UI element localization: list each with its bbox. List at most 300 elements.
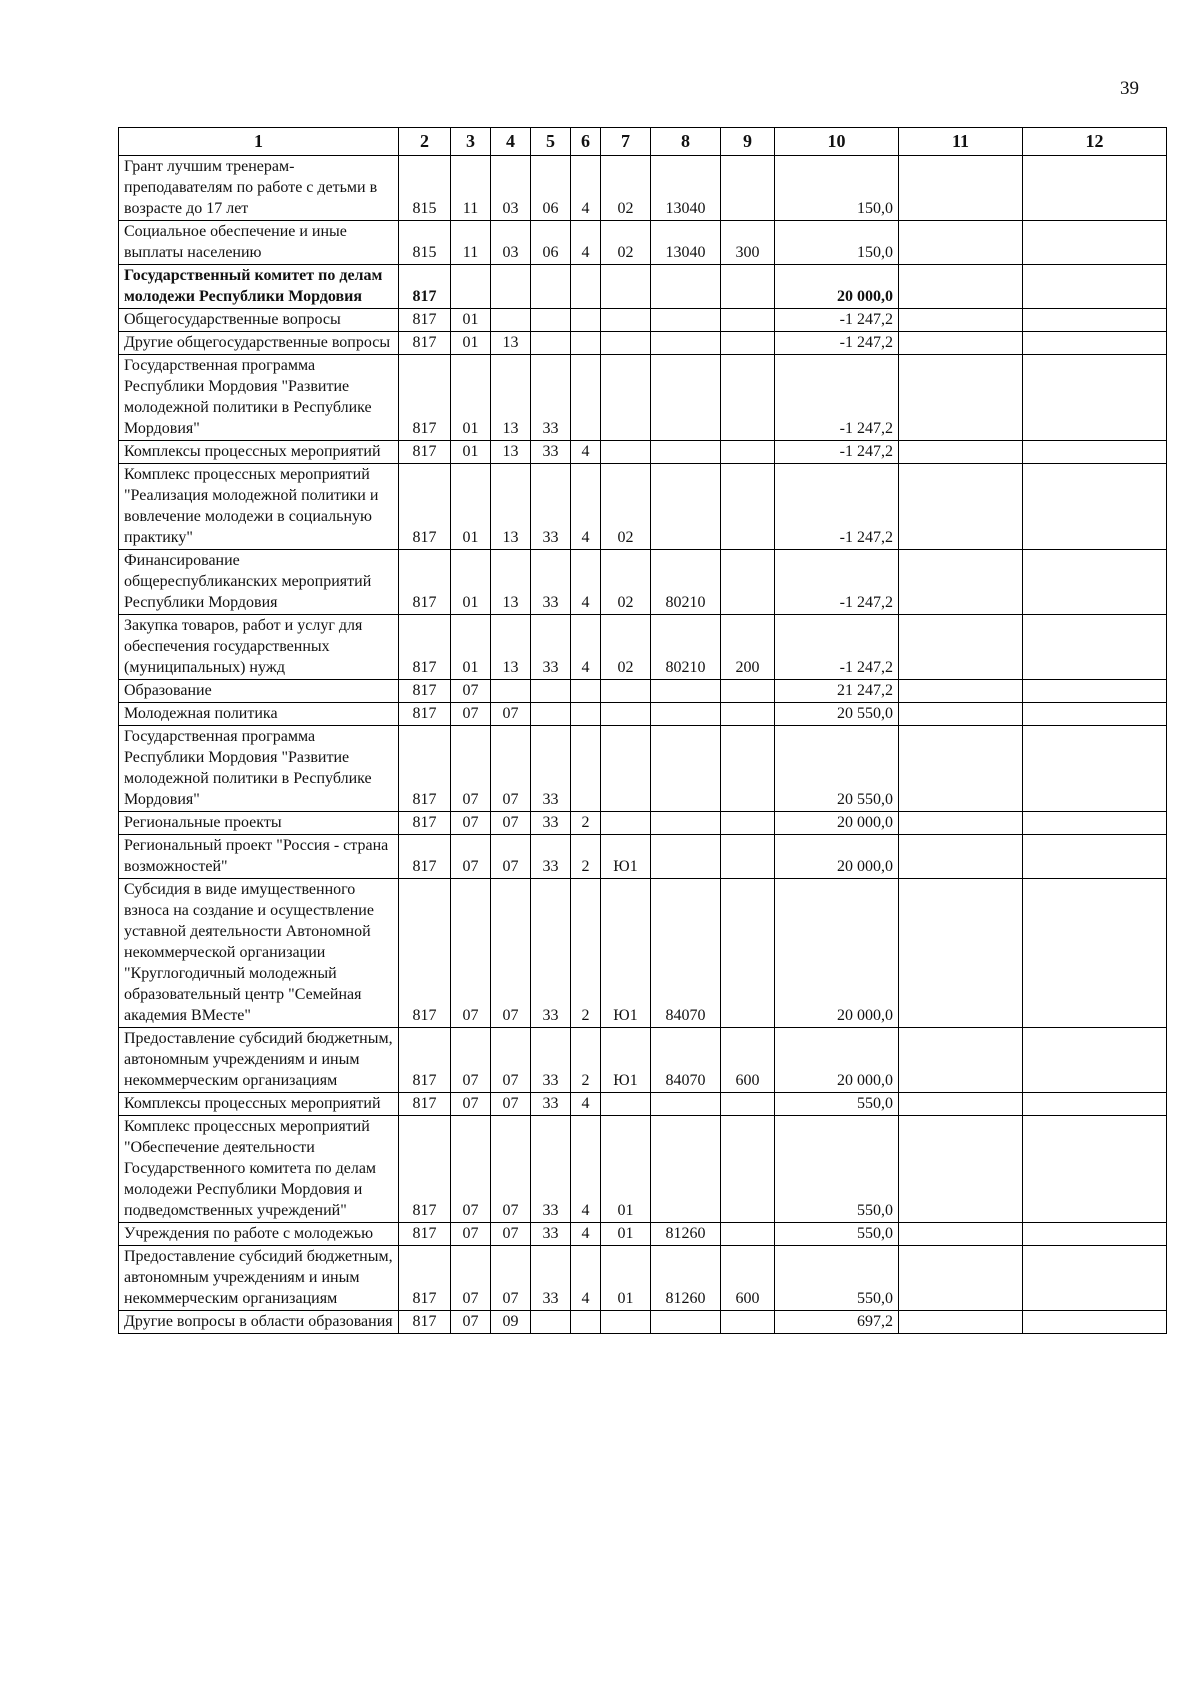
code-program-cell: 33 <box>531 879 571 1028</box>
amount-cell: -1 247,2 <box>775 355 899 441</box>
code-subprogram-cell <box>571 309 601 332</box>
table-row <box>119 441 1167 464</box>
code-direction-cell <box>651 464 721 550</box>
code-subsection-cell <box>491 309 531 332</box>
column-header: 10 <box>775 128 899 156</box>
code-direction-cell <box>651 309 721 332</box>
code-event-cell <box>601 680 651 703</box>
code-program-cell: 33 <box>531 812 571 835</box>
amount-col11-cell <box>899 879 1023 1028</box>
row-name-cell: Молодежная политика <box>119 703 399 726</box>
code-event-cell: 02 <box>601 464 651 550</box>
code-admin-cell: 817 <box>399 703 451 726</box>
code-subprogram-cell <box>571 680 601 703</box>
code-program-cell: 33 <box>531 1093 571 1116</box>
code-subprogram-cell: 4 <box>571 1093 601 1116</box>
code-expense-type-cell <box>721 812 775 835</box>
code-expense-type-cell <box>721 1116 775 1223</box>
amount-cell: 20 550,0 <box>775 726 899 812</box>
code-expense-type-cell <box>721 355 775 441</box>
amount-cell: -1 247,2 <box>775 615 899 680</box>
code-subprogram-cell <box>571 355 601 441</box>
row-name-cell: Образование <box>119 680 399 703</box>
code-expense-type-cell <box>721 1223 775 1246</box>
table-row <box>119 1093 1167 1116</box>
code-program-cell <box>531 309 571 332</box>
column-header: 1 <box>119 128 399 156</box>
amount-cell: -1 247,2 <box>775 441 899 464</box>
code-event-cell: 02 <box>601 221 651 265</box>
code-section-cell: 07 <box>451 1116 491 1223</box>
code-event-cell: 02 <box>601 156 651 221</box>
code-expense-type-cell: 300 <box>721 221 775 265</box>
code-admin-cell: 817 <box>399 680 451 703</box>
code-subprogram-cell: 2 <box>571 835 601 879</box>
code-direction-cell <box>651 680 721 703</box>
row-name-cell: Комплекс процессных мероприятий "Реализация молодежной политики и вовлечение молодежи в социальную практику" <box>119 464 399 550</box>
row-name-cell: Закупка товаров, работ и услуг для обеспечения государственных (муниципальных) нужд <box>119 615 399 680</box>
code-program-cell: 33 <box>531 355 571 441</box>
code-program-cell: 33 <box>531 1028 571 1093</box>
table-row <box>119 879 1167 1028</box>
amount-col11-cell <box>899 1311 1023 1334</box>
code-program-cell: 33 <box>531 1223 571 1246</box>
code-admin-cell: 817 <box>399 441 451 464</box>
code-admin-cell: 817 <box>399 1246 451 1311</box>
code-section-cell: 07 <box>451 726 491 812</box>
code-direction-cell <box>651 812 721 835</box>
code-direction-cell <box>651 265 721 309</box>
amount-cell: 550,0 <box>775 1093 899 1116</box>
code-section-cell: 01 <box>451 464 491 550</box>
code-program-cell: 33 <box>531 550 571 615</box>
amount-cell: 550,0 <box>775 1116 899 1223</box>
amount-col12-cell <box>1023 156 1167 221</box>
code-section-cell: 07 <box>451 1223 491 1246</box>
amount-cell: -1 247,2 <box>775 550 899 615</box>
code-direction-cell <box>651 441 721 464</box>
amount-col12-cell <box>1023 1116 1167 1223</box>
code-section-cell: 07 <box>451 680 491 703</box>
code-subsection-cell: 13 <box>491 464 531 550</box>
code-subsection-cell: 13 <box>491 332 531 355</box>
code-section-cell: 01 <box>451 309 491 332</box>
code-subsection-cell: 03 <box>491 221 531 265</box>
code-subprogram-cell: 4 <box>571 1223 601 1246</box>
code-event-cell: Ю1 <box>601 879 651 1028</box>
code-admin-cell: 817 <box>399 879 451 1028</box>
code-subprogram-cell: 4 <box>571 156 601 221</box>
table-row <box>119 680 1167 703</box>
amount-col11-cell <box>899 1116 1023 1223</box>
code-direction-cell <box>651 703 721 726</box>
code-subsection-cell: 07 <box>491 1246 531 1311</box>
code-event-cell: 01 <box>601 1223 651 1246</box>
amount-col12-cell <box>1023 835 1167 879</box>
code-expense-type-cell <box>721 1311 775 1334</box>
row-name-cell: Государственная программа Республики Мордовия "Развитие молодежной политики в Республике Мордовия" <box>119 355 399 441</box>
code-subprogram-cell <box>571 703 601 726</box>
code-program-cell <box>531 265 571 309</box>
column-header: 7 <box>601 128 651 156</box>
amount-col12-cell <box>1023 1223 1167 1246</box>
code-expense-type-cell <box>721 680 775 703</box>
amount-cell: 20 000,0 <box>775 835 899 879</box>
code-subsection-cell: 03 <box>491 156 531 221</box>
table-row <box>119 1223 1167 1246</box>
table-row <box>119 615 1167 680</box>
code-admin-cell: 817 <box>399 812 451 835</box>
amount-col12-cell <box>1023 1311 1167 1334</box>
row-name-cell: Субсидия в виде имущественного взноса на создание и осуществление уставной деятельности Автономной некоммерческой организации "Круглогодичный молодежный образовательный центр "Семейная академия ВМесте" <box>119 879 399 1028</box>
row-name-cell: Комплексы процессных мероприятий <box>119 441 399 464</box>
code-expense-type-cell: 600 <box>721 1028 775 1093</box>
code-subsection-cell: 07 <box>491 879 531 1028</box>
code-expense-type-cell <box>721 464 775 550</box>
amount-col11-cell <box>899 1246 1023 1311</box>
column-header: 12 <box>1023 128 1167 156</box>
table-row <box>119 812 1167 835</box>
amount-col12-cell <box>1023 550 1167 615</box>
amount-col12-cell <box>1023 355 1167 441</box>
code-event-cell <box>601 703 651 726</box>
code-event-cell <box>601 309 651 332</box>
code-event-cell: 02 <box>601 615 651 680</box>
code-subprogram-cell <box>571 265 601 309</box>
code-section-cell: 07 <box>451 1311 491 1334</box>
code-event-cell <box>601 726 651 812</box>
amount-cell: 150,0 <box>775 221 899 265</box>
code-program-cell: 33 <box>531 726 571 812</box>
code-program-cell: 33 <box>531 1116 571 1223</box>
amount-cell: -1 247,2 <box>775 309 899 332</box>
code-admin-cell: 817 <box>399 1116 451 1223</box>
code-subprogram-cell: 4 <box>571 550 601 615</box>
code-section-cell: 07 <box>451 703 491 726</box>
code-program-cell: 06 <box>531 221 571 265</box>
amount-col11-cell <box>899 615 1023 680</box>
amount-col12-cell <box>1023 879 1167 1028</box>
code-expense-type-cell <box>721 1093 775 1116</box>
row-name-cell: Грант лучшим тренерам-преподавателям по работе с детьми в возрасте до 17 лет <box>119 156 399 221</box>
code-subsection-cell: 13 <box>491 550 531 615</box>
code-event-cell: 01 <box>601 1116 651 1223</box>
table-row <box>119 309 1167 332</box>
table-row <box>119 1116 1167 1223</box>
code-admin-cell: 817 <box>399 615 451 680</box>
code-section-cell: 07 <box>451 879 491 1028</box>
column-header: 6 <box>571 128 601 156</box>
table-row <box>119 355 1167 441</box>
amount-cell: -1 247,2 <box>775 464 899 550</box>
row-name-cell: Комплексы процессных мероприятий <box>119 1093 399 1116</box>
code-program-cell: 33 <box>531 464 571 550</box>
code-expense-type-cell: 200 <box>721 615 775 680</box>
amount-col12-cell <box>1023 1246 1167 1311</box>
code-subprogram-cell: 4 <box>571 1246 601 1311</box>
code-subsection-cell <box>491 680 531 703</box>
amount-col11-cell <box>899 355 1023 441</box>
amount-cell: 20 000,0 <box>775 812 899 835</box>
code-program-cell: 33 <box>531 835 571 879</box>
row-name-cell: Региональный проект "Россия - страна возможностей" <box>119 835 399 879</box>
amount-col11-cell <box>899 1028 1023 1093</box>
code-admin-cell: 817 <box>399 835 451 879</box>
column-header: 8 <box>651 128 721 156</box>
amount-cell: 550,0 <box>775 1246 899 1311</box>
code-subprogram-cell <box>571 1311 601 1334</box>
amount-col11-cell <box>899 812 1023 835</box>
code-subprogram-cell: 4 <box>571 441 601 464</box>
amount-col12-cell <box>1023 464 1167 550</box>
code-admin-cell: 817 <box>399 1028 451 1093</box>
code-program-cell: 33 <box>531 1246 571 1311</box>
amount-col11-cell <box>899 441 1023 464</box>
amount-cell: 20 000,0 <box>775 1028 899 1093</box>
amount-col12-cell <box>1023 726 1167 812</box>
code-direction-cell: 80210 <box>651 550 721 615</box>
row-name-cell: Комплекс процессных мероприятий "Обеспечение деятельности Государственного комитета по делам молодежи Республики Мордовия и подведомственных учреждений" <box>119 1116 399 1223</box>
row-name-cell: Социальное обеспечение и иные выплаты населению <box>119 221 399 265</box>
amount-col11-cell <box>899 464 1023 550</box>
code-expense-type-cell <box>721 441 775 464</box>
row-name-cell: Финансирование общереспубликанских мероприятий Республики Мордовия <box>119 550 399 615</box>
amount-col12-cell <box>1023 680 1167 703</box>
code-event-cell <box>601 441 651 464</box>
code-event-cell: 01 <box>601 1246 651 1311</box>
code-subsection-cell: 07 <box>491 1223 531 1246</box>
code-section-cell: 07 <box>451 1028 491 1093</box>
amount-cell: 20 550,0 <box>775 703 899 726</box>
amount-col12-cell <box>1023 309 1167 332</box>
row-name-cell: Государственная программа Республики Мордовия "Развитие молодежной политики в Республике Мордовия" <box>119 726 399 812</box>
amount-col11-cell <box>899 1223 1023 1246</box>
amount-col12-cell <box>1023 1093 1167 1116</box>
code-subsection-cell <box>491 265 531 309</box>
row-name-cell: Предоставление субсидий бюджетным, автономным учреждениям и иным некоммерческим организациям <box>119 1028 399 1093</box>
code-section-cell: 11 <box>451 156 491 221</box>
code-section-cell <box>451 265 491 309</box>
amount-col11-cell <box>899 550 1023 615</box>
code-expense-type-cell <box>721 309 775 332</box>
code-section-cell: 07 <box>451 1093 491 1116</box>
code-admin-cell: 817 <box>399 464 451 550</box>
table-row <box>119 1028 1167 1093</box>
code-direction-cell <box>651 726 721 812</box>
code-program-cell <box>531 680 571 703</box>
row-name-cell: Общегосударственные вопросы <box>119 309 399 332</box>
amount-col11-cell <box>899 309 1023 332</box>
code-expense-type-cell <box>721 265 775 309</box>
code-event-cell: 02 <box>601 550 651 615</box>
code-admin-cell: 817 <box>399 1311 451 1334</box>
code-program-cell <box>531 703 571 726</box>
code-subsection-cell: 13 <box>491 615 531 680</box>
code-direction-cell: 13040 <box>651 156 721 221</box>
code-direction-cell: 81260 <box>651 1223 721 1246</box>
code-direction-cell: 81260 <box>651 1246 721 1311</box>
code-section-cell: 11 <box>451 221 491 265</box>
table-row <box>119 265 1167 309</box>
table-row <box>119 1311 1167 1334</box>
amount-col12-cell <box>1023 703 1167 726</box>
table-row <box>119 703 1167 726</box>
code-expense-type-cell: 600 <box>721 1246 775 1311</box>
code-admin-cell: 817 <box>399 1093 451 1116</box>
code-direction-cell: 84070 <box>651 1028 721 1093</box>
code-subsection-cell: 07 <box>491 1116 531 1223</box>
code-direction-cell <box>651 332 721 355</box>
code-program-cell: 33 <box>531 441 571 464</box>
code-subprogram-cell: 4 <box>571 1116 601 1223</box>
code-event-cell <box>601 812 651 835</box>
code-event-cell <box>601 1093 651 1116</box>
amount-cell: 150,0 <box>775 156 899 221</box>
table-row <box>119 1246 1167 1311</box>
column-header: 3 <box>451 128 491 156</box>
code-section-cell: 01 <box>451 355 491 441</box>
amount-col11-cell <box>899 1093 1023 1116</box>
amount-col12-cell <box>1023 441 1167 464</box>
code-direction-cell <box>651 1093 721 1116</box>
amount-col12-cell <box>1023 615 1167 680</box>
code-direction-cell <box>651 1116 721 1223</box>
code-subprogram-cell: 2 <box>571 812 601 835</box>
amount-col12-cell <box>1023 332 1167 355</box>
code-subsection-cell: 07 <box>491 703 531 726</box>
code-direction-cell <box>651 355 721 441</box>
column-header: 5 <box>531 128 571 156</box>
code-admin-cell: 817 <box>399 309 451 332</box>
row-name-cell: Предоставление субсидий бюджетным, автономным учреждениям и иным некоммерческим организациям <box>119 1246 399 1311</box>
code-event-cell <box>601 1311 651 1334</box>
code-subprogram-cell: 4 <box>571 221 601 265</box>
code-event-cell <box>601 332 651 355</box>
row-name-cell: Другие общегосударственные вопросы <box>119 332 399 355</box>
amount-col11-cell <box>899 835 1023 879</box>
column-header: 11 <box>899 128 1023 156</box>
code-event-cell <box>601 265 651 309</box>
code-subprogram-cell: 4 <box>571 615 601 680</box>
code-admin-cell: 817 <box>399 1223 451 1246</box>
amount-cell: 21 247,2 <box>775 680 899 703</box>
code-subsection-cell: 13 <box>491 355 531 441</box>
code-expense-type-cell <box>721 879 775 1028</box>
amount-col12-cell <box>1023 265 1167 309</box>
amount-cell: 20 000,0 <box>775 879 899 1028</box>
code-event-cell <box>601 355 651 441</box>
table-row <box>119 332 1167 355</box>
code-admin-cell: 817 <box>399 332 451 355</box>
code-subprogram-cell: 2 <box>571 1028 601 1093</box>
code-direction-cell: 80210 <box>651 615 721 680</box>
table-row <box>119 550 1167 615</box>
code-subsection-cell: 07 <box>491 1028 531 1093</box>
code-event-cell: Ю1 <box>601 835 651 879</box>
code-section-cell: 01 <box>451 441 491 464</box>
amount-col11-cell <box>899 221 1023 265</box>
budget-table <box>118 127 1167 1334</box>
code-subsection-cell: 09 <box>491 1311 531 1334</box>
code-admin-cell: 815 <box>399 221 451 265</box>
code-subprogram-cell <box>571 332 601 355</box>
table-row <box>119 464 1167 550</box>
table-row <box>119 156 1167 221</box>
code-expense-type-cell <box>721 835 775 879</box>
code-program-cell <box>531 1311 571 1334</box>
code-expense-type-cell <box>721 703 775 726</box>
amount-col11-cell <box>899 726 1023 812</box>
code-program-cell: 33 <box>531 615 571 680</box>
code-direction-cell <box>651 835 721 879</box>
row-name-cell: Региональные проекты <box>119 812 399 835</box>
amount-col11-cell <box>899 680 1023 703</box>
code-program-cell: 06 <box>531 156 571 221</box>
row-name-cell: Другие вопросы в области образования <box>119 1311 399 1334</box>
amount-col11-cell <box>899 156 1023 221</box>
amount-cell: 697,2 <box>775 1311 899 1334</box>
row-name-cell: Учреждения по работе с молодежью <box>119 1223 399 1246</box>
table-row <box>119 221 1167 265</box>
code-admin-cell: 817 <box>399 726 451 812</box>
code-section-cell: 07 <box>451 1246 491 1311</box>
row-name-cell: Государственный комитет по делам молодежи Республики Мордовия <box>119 265 399 309</box>
code-section-cell: 01 <box>451 550 491 615</box>
code-subsection-cell: 07 <box>491 835 531 879</box>
column-header: 2 <box>399 128 451 156</box>
amount-col11-cell <box>899 703 1023 726</box>
amount-col12-cell <box>1023 1028 1167 1093</box>
code-section-cell: 07 <box>451 812 491 835</box>
code-subsection-cell: 07 <box>491 726 531 812</box>
amount-col12-cell <box>1023 221 1167 265</box>
code-admin-cell: 817 <box>399 550 451 615</box>
code-subprogram-cell: 2 <box>571 879 601 1028</box>
code-subsection-cell: 13 <box>491 441 531 464</box>
column-header: 4 <box>491 128 531 156</box>
page-number: 39 <box>1120 78 1139 99</box>
amount-cell: 550,0 <box>775 1223 899 1246</box>
amount-col11-cell <box>899 265 1023 309</box>
code-admin-cell: 815 <box>399 156 451 221</box>
amount-cell: -1 247,2 <box>775 332 899 355</box>
code-event-cell: Ю1 <box>601 1028 651 1093</box>
table-body <box>119 156 1167 1334</box>
code-expense-type-cell <box>721 726 775 812</box>
code-direction-cell: 13040 <box>651 221 721 265</box>
code-section-cell: 01 <box>451 332 491 355</box>
table-row <box>119 726 1167 812</box>
code-subprogram-cell: 4 <box>571 464 601 550</box>
code-subsection-cell: 07 <box>491 812 531 835</box>
code-expense-type-cell <box>721 332 775 355</box>
code-expense-type-cell <box>721 550 775 615</box>
code-section-cell: 07 <box>451 835 491 879</box>
code-section-cell: 01 <box>451 615 491 680</box>
code-program-cell <box>531 332 571 355</box>
amount-col11-cell <box>899 332 1023 355</box>
code-subprogram-cell <box>571 726 601 812</box>
code-admin-cell: 817 <box>399 265 451 309</box>
code-expense-type-cell <box>721 156 775 221</box>
header-row <box>119 128 1167 156</box>
table-row <box>119 835 1167 879</box>
column-header: 9 <box>721 128 775 156</box>
code-direction-cell <box>651 1311 721 1334</box>
amount-cell: 20 000,0 <box>775 265 899 309</box>
amount-col12-cell <box>1023 812 1167 835</box>
code-direction-cell: 84070 <box>651 879 721 1028</box>
